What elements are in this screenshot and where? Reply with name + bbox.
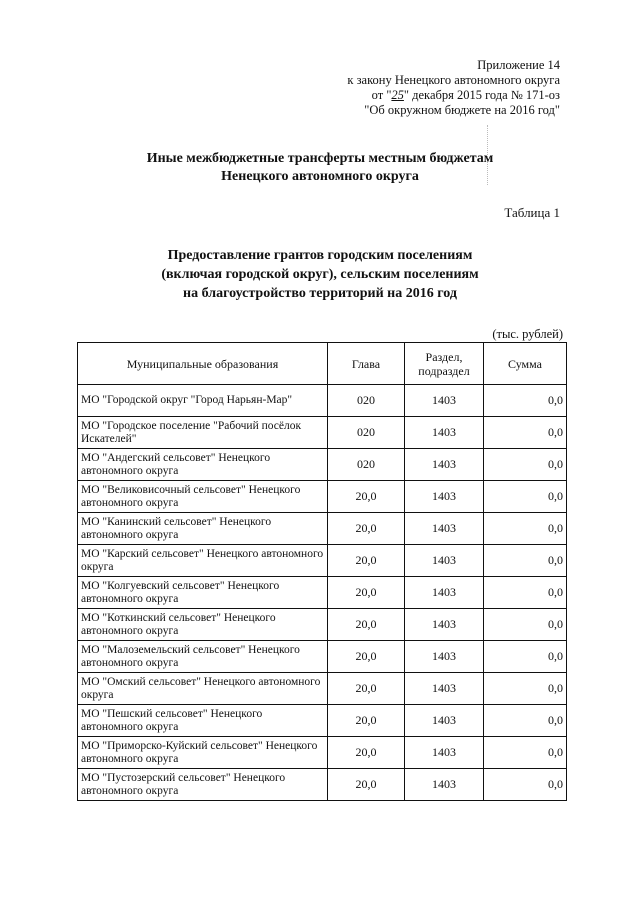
table-row	[78, 385, 567, 417]
table-row	[78, 673, 567, 705]
cell-amount: 0,0	[484, 513, 567, 545]
cell-name: МО "Городской округ "Город Нарьян-Мар"	[78, 385, 328, 417]
cell-section: 1403	[405, 513, 484, 545]
cell-section: 1403	[405, 385, 484, 417]
cell-chapter: 20,0	[328, 673, 405, 705]
cell-name: МО "Приморско-Куйский сельсовет" Ненецкого автономного округа	[78, 737, 328, 769]
cell-section: 1403	[405, 673, 484, 705]
appendix-line-2: к закону Ненецкого автономного округа	[347, 73, 560, 87]
cell-name: МО "Колгуевский сельсовет" Ненецкого автономного округа	[78, 577, 328, 609]
table-row	[78, 545, 567, 577]
cell-amount: 0,0	[484, 449, 567, 481]
appendix-line-1: Приложение 14	[477, 58, 560, 72]
table-row	[78, 577, 567, 609]
table-number: Таблица 1	[504, 205, 560, 220]
cell-name: МО "Пешский сельсовет" Ненецкого автономного округа	[78, 705, 328, 737]
cell-chapter: 20,0	[328, 545, 405, 577]
cell-name: МО "Малоземельский сельсовет" Ненецкого автономного округа	[78, 641, 328, 673]
cell-chapter: 20,0	[328, 641, 405, 673]
cell-amount: 0,0	[484, 705, 567, 737]
subtitle-line-1: Предоставление грантов городским поселениям	[167, 248, 473, 263]
cell-name: МО "Пустозерский сельсовет" Ненецкого автономного округа	[78, 769, 328, 801]
cell-chapter: 020	[328, 385, 405, 417]
cell-name: МО "Великовисочный сельсовет" Ненецкого автономного округа	[78, 481, 328, 513]
appendix-date-suffix: " декабря 2015 года № 171-оз	[403, 88, 560, 102]
cell-section: 1403	[405, 737, 484, 769]
cell-name: МО "Городское поселение "Рабочий посёлок Искателей"	[78, 417, 328, 449]
table-row	[78, 417, 567, 449]
cell-section: 1403	[405, 481, 484, 513]
grants-table	[77, 342, 567, 801]
appendix-line-4: "Об окружном бюджете на 2016 год"	[364, 103, 560, 117]
cell-section: 1403	[405, 609, 484, 641]
title-line-1: Иные межбюджетные трансферты местным бюджетам	[146, 151, 494, 166]
cell-chapter: 20,0	[328, 609, 405, 641]
table-row	[78, 737, 567, 769]
table-row	[78, 513, 567, 545]
cell-chapter: 020	[328, 449, 405, 481]
header-amount: Сумма	[484, 343, 567, 385]
table-subtitle	[0, 246, 640, 303]
cell-amount: 0,0	[484, 385, 567, 417]
cell-amount: 0,0	[484, 641, 567, 673]
table-row	[78, 449, 567, 481]
cell-chapter: 020	[328, 417, 405, 449]
cell-name: МО "Канинский сельсовет" Ненецкого автономного округа	[78, 513, 328, 545]
table-header-row	[78, 343, 567, 385]
appendix-header	[300, 58, 560, 118]
cell-chapter: 20,0	[328, 769, 405, 801]
cell-name: МО "Карский сельсовет" Ненецкого автономного округа	[78, 545, 328, 577]
cell-amount: 0,0	[484, 481, 567, 513]
cell-amount: 0,0	[484, 609, 567, 641]
cell-section: 1403	[405, 641, 484, 673]
cell-section: 1403	[405, 449, 484, 481]
cell-name: МО "Омский сельсовет" Ненецкого автономного округа	[78, 673, 328, 705]
header-chapter: Глава	[328, 343, 405, 385]
header-name: Муниципальные образования	[78, 343, 328, 385]
units-label: (тыс. рублей)	[492, 327, 563, 341]
cell-section: 1403	[405, 705, 484, 737]
table-row	[78, 705, 567, 737]
table-row	[78, 481, 567, 513]
title-line-2: Ненецкого автономного округа	[221, 169, 419, 184]
table-row	[78, 769, 567, 801]
cell-chapter: 20,0	[328, 481, 405, 513]
appendix-line-3	[300, 88, 560, 103]
appendix-date-prefix: от "	[371, 88, 392, 102]
cell-name: МО "Андегский сельсовет" Ненецкого автономного округа	[78, 449, 328, 481]
cell-amount: 0,0	[484, 737, 567, 769]
header-section: Раздел, подраздел	[405, 343, 484, 385]
cell-amount: 0,0	[484, 545, 567, 577]
cell-chapter: 20,0	[328, 737, 405, 769]
table-row	[78, 641, 567, 673]
subtitle-line-3: на благоустройство территорий на 2016 год	[183, 286, 457, 301]
cell-section: 1403	[405, 545, 484, 577]
cell-amount: 0,0	[484, 673, 567, 705]
appendix-date-day: 25	[391, 88, 404, 102]
cell-section: 1403	[405, 769, 484, 801]
cell-chapter: 20,0	[328, 705, 405, 737]
cell-section: 1403	[405, 417, 484, 449]
subtitle-line-2: (включая городской округ), сельским поселениям	[161, 267, 479, 282]
cell-name: МО "Коткинский сельсовет" Ненецкого автономного округа	[78, 609, 328, 641]
cell-amount: 0,0	[484, 577, 567, 609]
cell-chapter: 20,0	[328, 513, 405, 545]
cell-amount: 0,0	[484, 417, 567, 449]
cell-chapter: 20,0	[328, 577, 405, 609]
table-row	[78, 609, 567, 641]
cell-amount: 0,0	[484, 769, 567, 801]
document-title	[0, 150, 640, 186]
cell-section: 1403	[405, 577, 484, 609]
